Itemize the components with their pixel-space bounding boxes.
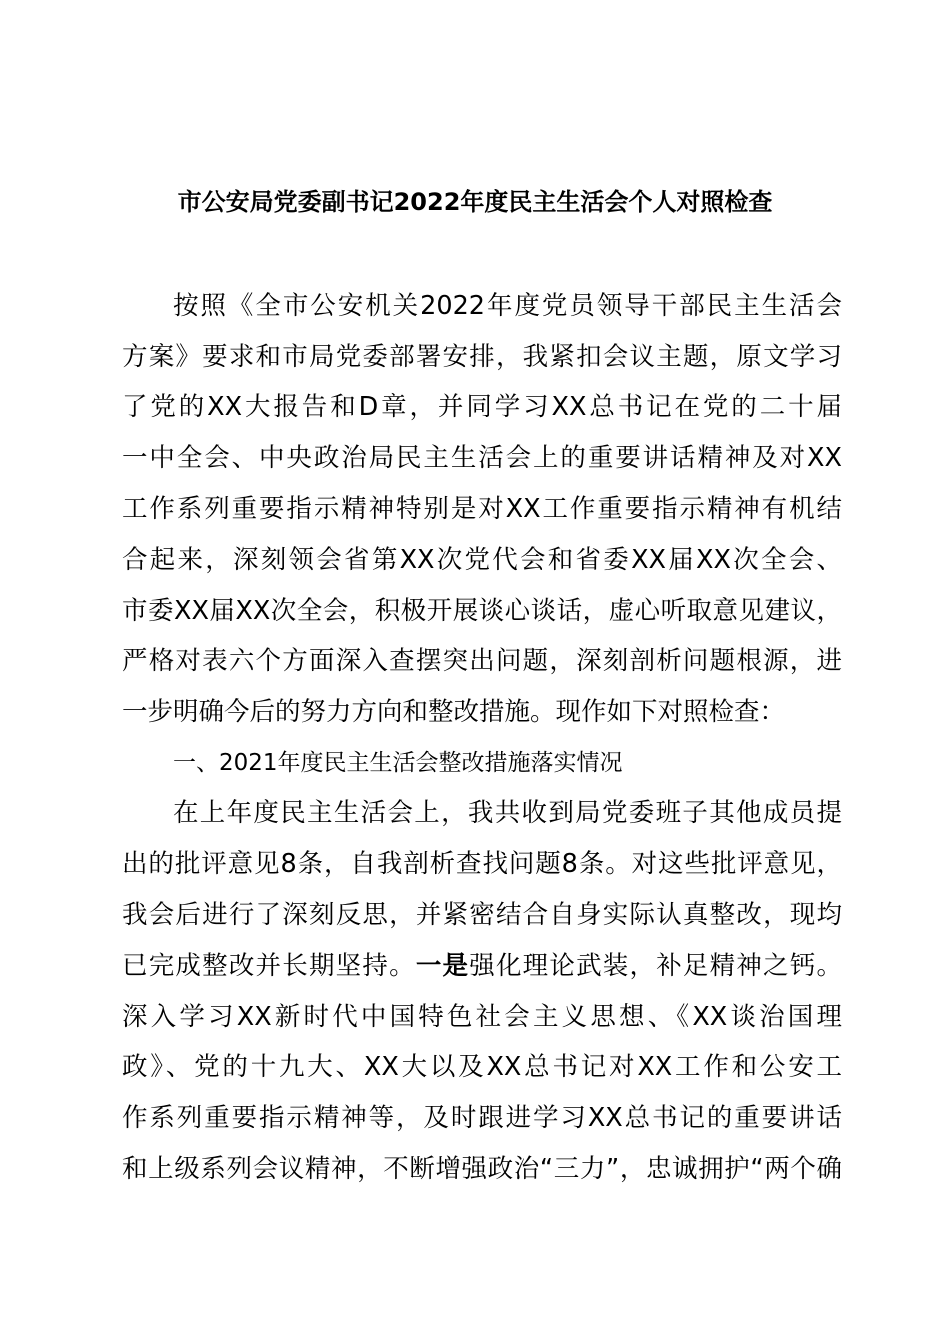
paragraph-line: 我会后进行了深刻反思，并紧密结合自身实际认真整改，现均 — [122, 900, 842, 930]
paragraph-line: 深入学习XX新时代中国特色社会主义思想、《XX谈治国理 — [122, 1002, 842, 1032]
section-heading: 一、2021年度民主生活会整改措施落实情况 — [173, 750, 623, 776]
paragraph-line: 一步明确今后的努力方向和整改措施。现作如下对照检查： — [122, 697, 786, 727]
paragraph-line: 政》、党的十九大、XX大以及XX总书记对XX工作和公安工 — [122, 1052, 842, 1082]
document-title: 市公安局党委副书记2022年度民主生活会个人对照检查 — [177, 188, 773, 216]
paragraph-line: 作系列重要指示精神等，及时跟进学习XX总书记的重要讲话 — [122, 1103, 842, 1133]
line-text: 强化理论武装，补足精神之钙。 — [469, 951, 842, 981]
paragraph-line: 方案》要求和市局党委部署安排，我紧扣会议主题，原文学习 — [122, 342, 842, 372]
paragraph-line — [122, 946, 842, 986]
paragraph-line: 了党的XX大报告和D章，并同学习XX总书记在党的二十届 — [122, 392, 842, 422]
line-text: 已完成整改并长期坚持。 — [122, 951, 416, 981]
paragraph-line: 出的批评意见8条，自我剖析查找问题8条。对这些批评意见， — [122, 849, 842, 879]
paragraph-line: 在上年度民主生活会上，我共收到局党委班子其他成员提 — [173, 798, 842, 828]
paragraph-line: 工作系列重要指示精神特别是对XX工作重要指示精神有机结 — [122, 494, 842, 524]
bold-marker: 一是 — [415, 951, 470, 981]
paragraph-line: 合起来，深刻领会省第XX次党代会和省委XX届XX次全会、 — [122, 545, 842, 575]
paragraph-line: 和上级系列会议精神，不断增强政治“三力”，忠诚拥护“两个确 — [122, 1154, 842, 1184]
paragraph-line: 一中全会、中央政治局民主生活会上的重要讲话精神及对XX — [122, 443, 842, 473]
paragraph-line: 市委XX届XX次全会，积极开展谈心谈话，虚心听取意见建议， — [122, 596, 842, 626]
paragraph-line: 按照《全市公安机关2022年度党员领导干部民主生活会 — [173, 291, 842, 321]
paragraph-line: 严格对表六个方面深入查摆突出问题，深刻剖析问题根源，进 — [122, 646, 842, 676]
